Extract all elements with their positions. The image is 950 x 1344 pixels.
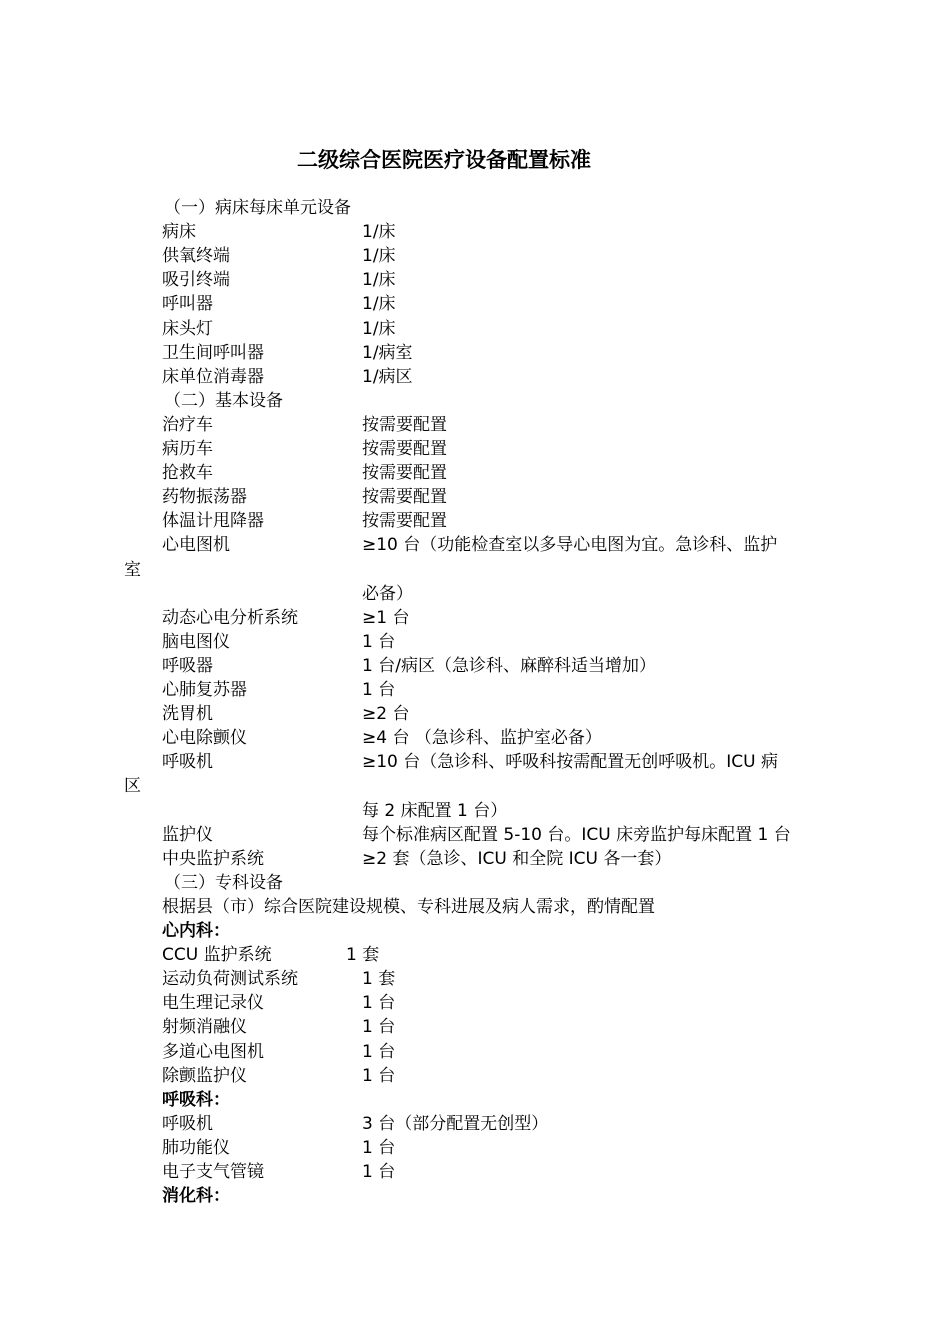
equipment-name: 监护仪 (162, 824, 213, 845)
department-heading: 消化科： (162, 1186, 230, 1207)
equipment-quantity: 1/床 (362, 246, 396, 267)
equipment-quantity: 1 台 (362, 680, 396, 700)
equipment-quantity: ≥10 台（功能检查室以多导心电图为宜。急诊科、监护 (362, 535, 778, 556)
equipment-quantity: 每 2 床配置 1 台） (362, 800, 508, 821)
equipment-name: CCU 监护系统 (162, 945, 272, 966)
equipment-name: 多道心电图机 (162, 1041, 264, 1062)
equipment-quantity: 1 台 (362, 1065, 396, 1086)
equipment-quantity: ≥2 套（急诊、ICU 和全院 ICU 各一套） (362, 848, 672, 869)
equipment-name: 呼叫器 (162, 294, 213, 315)
equipment-name: 心肺复苏器 (162, 680, 247, 700)
equipment-name: 动态心电分析系统 (162, 607, 298, 628)
wrapped-text: 室 (124, 559, 141, 580)
equipment-name: 药物振荡器 (162, 487, 247, 508)
equipment-quantity: 1 台 (362, 1137, 396, 1158)
equipment-quantity: ≥2 台 (362, 704, 410, 725)
equipment-quantity: 3 台（部分配置无创型） (362, 1113, 549, 1134)
department-heading: 呼吸科： (162, 1089, 230, 1110)
equipment-name: 卫生间呼叫器 (162, 342, 264, 363)
equipment-quantity: 1/病区 (362, 366, 413, 387)
equipment-quantity: 按需要配置 (362, 487, 447, 508)
equipment-quantity: ≥1 台 (362, 607, 410, 628)
section-heading: （一）病床每床单元设备 (164, 198, 351, 218)
equipment-quantity: 1 台 (362, 1162, 396, 1182)
equipment-name: 呼吸机 (162, 1113, 213, 1134)
equipment-quantity: 按需要配置 (362, 439, 447, 459)
equipment-name: 床单位消毒器 (162, 366, 264, 387)
equipment-quantity: ≥4 台 （急诊科、监护室必备） (362, 728, 602, 749)
equipment-quantity: 1/病室 (362, 342, 413, 363)
equipment-name: 呼吸器 (162, 655, 213, 676)
document-title: 二级综合医院医疗设备配置标准 (297, 148, 591, 172)
equipment-quantity: 1/床 (362, 318, 396, 339)
department-heading: 心内科： (162, 921, 230, 941)
equipment-quantity: 1 台 (362, 631, 396, 652)
equipment-name: 治疗车 (162, 414, 213, 435)
equipment-name: 电生理记录仪 (162, 993, 264, 1014)
equipment-quantity: 按需要配置 (362, 414, 447, 435)
equipment-name: 洗胃机 (162, 704, 213, 725)
equipment-name: 射频消融仪 (162, 1017, 247, 1038)
equipment-name: 床头灯 (162, 318, 213, 339)
equipment-quantity: ≥10 台（急诊科、呼吸科按需配置无创呼吸机。ICU 病 (362, 752, 779, 773)
paragraph: 根据县（市）综合医院建设规模、专科进展及病人需求，酌情配置 (162, 896, 655, 917)
equipment-name: 运动负荷测试系统 (162, 969, 298, 990)
equipment-quantity: 1/床 (362, 270, 396, 291)
equipment-quantity: 必备） (362, 583, 413, 604)
equipment-quantity: 1 台 (362, 1041, 396, 1062)
equipment-name: 吸引终端 (162, 270, 230, 291)
equipment-name: 除颤监护仪 (162, 1065, 247, 1086)
wrapped-text: 区 (124, 776, 141, 797)
equipment-quantity: 按需要配置 (362, 511, 447, 532)
equipment-name: 肺功能仪 (162, 1137, 230, 1158)
equipment-name: 抢救车 (162, 463, 213, 484)
equipment-quantity: 每个标准病区配置 5-10 台。ICU 床旁监护每床配置 1 台 (362, 824, 791, 845)
equipment-name: 心电除颤仪 (162, 728, 247, 749)
equipment-name: 电子支气管镜 (162, 1162, 264, 1182)
equipment-name: 心电图机 (162, 535, 230, 556)
equipment-quantity: 按需要配置 (362, 463, 447, 484)
equipment-quantity: 1/床 (362, 294, 396, 315)
equipment-name: 脑电图仪 (162, 631, 230, 652)
equipment-quantity: 1/床 (362, 222, 396, 243)
equipment-name: 供氧终端 (162, 246, 230, 267)
equipment-quantity: 1 套 (362, 969, 396, 990)
equipment-name: 呼吸机 (162, 752, 213, 773)
equipment-quantity: 1 台 (362, 1017, 396, 1038)
equipment-name: 病历车 (162, 439, 213, 459)
equipment-quantity: 1 台/病区（急诊科、麻醉科适当增加） (362, 655, 656, 676)
equipment-name: 中央监护系统 (162, 848, 264, 869)
equipment-name: 体温计甩降器 (162, 511, 264, 532)
equipment-quantity: 1 套 (346, 945, 380, 966)
equipment-quantity: 1 台 (362, 993, 396, 1014)
section-heading: （二）基本设备 (164, 390, 283, 411)
section-heading: （三）专科设备 (164, 872, 283, 893)
equipment-name: 病床 (162, 222, 196, 243)
